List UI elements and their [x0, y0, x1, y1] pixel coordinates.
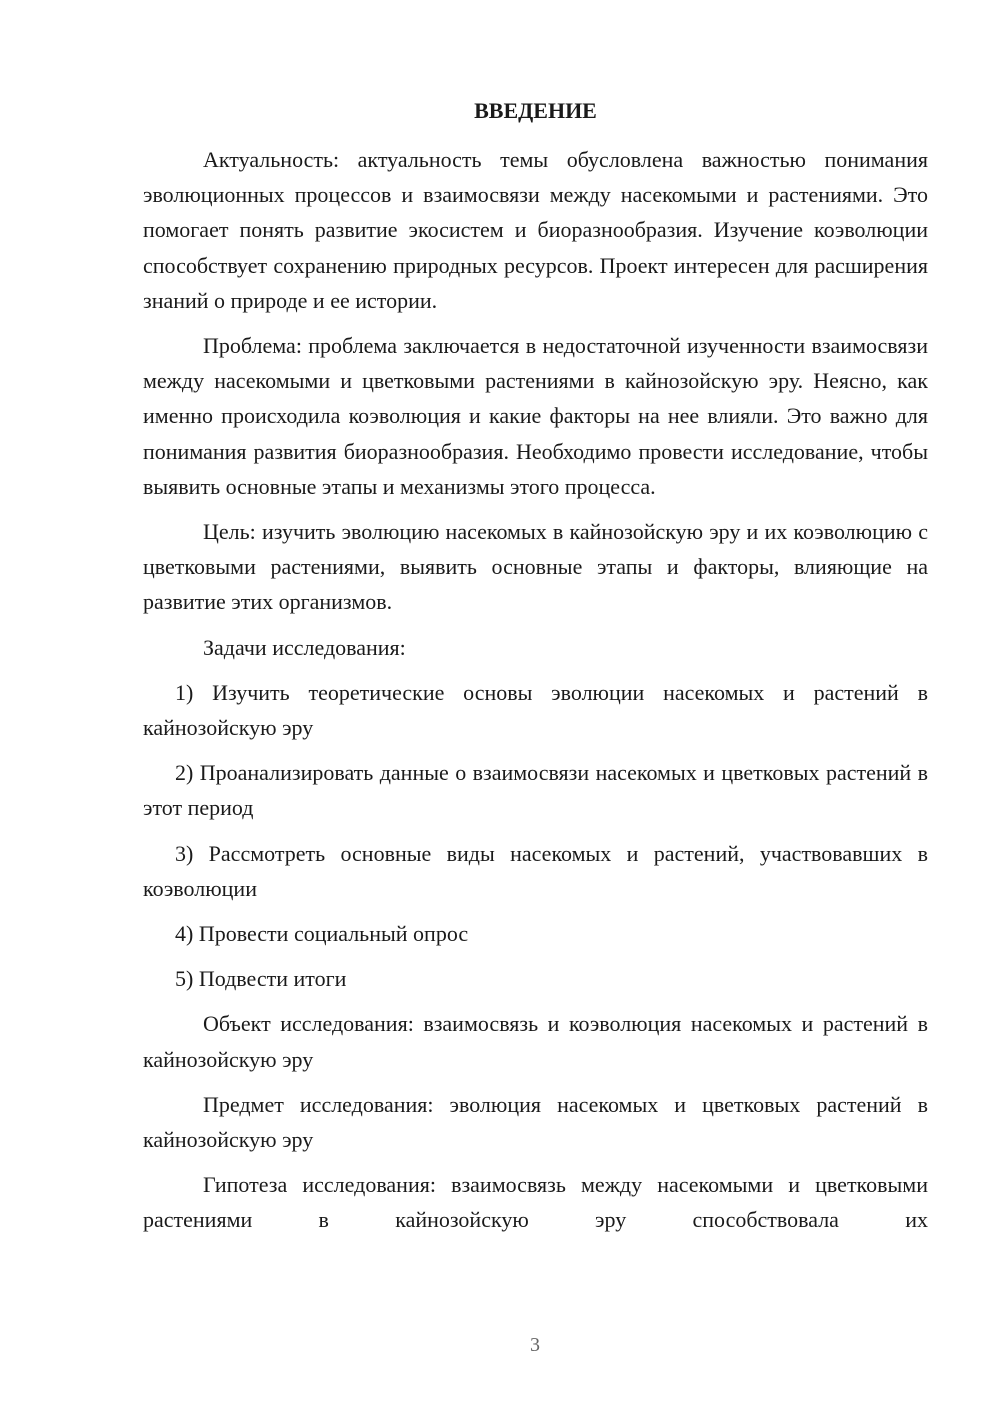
paragraph-object: Объект исследования: взаимосвязь и коэволюция насекомых и растений в кайнозойскую эру: [143, 1011, 928, 1072]
page-number: 3: [530, 1334, 540, 1356]
paragraph-hypothesis: Гипотеза исследования: взаимосвязь между насекомыми и цветковыми растениями в кайнозойскую эру способствовала их: [143, 1172, 928, 1233]
section-title: ВВЕДЕНИЕ: [474, 98, 597, 123]
paragraph-subject: Предмет исследования: эволюция насекомых и цветковых растений в кайнозойскую эру: [143, 1091, 928, 1153]
document-body: [143, 142, 928, 1248]
paragraph-relevance: Актуальность: актуальность темы обусловлена важностью понимания эволюционных процессов и взаимосвязи между насекомыми и растениями. Это помогает понять развитие экосистем и биоразнообразия. Изучение коэволюции способствует сохранению природных ресурсов. Проект интересен для расширения знаний о природе и ее истории.: [143, 147, 928, 313]
paragraph-problem: Проблема: проблема заключается в недостаточной изученности взаимосвязи между насекомыми и цветковыми растениями в кайнозойскую эру. Неясно, как именно происходила коэволюция и какие факторы на нее влияли. Это важно для понимания развития биоразнообразия. Необходимо провести исследование, чтобы выявить основные этапы и механизмы этого процесса.: [143, 333, 928, 499]
task-item-5: 5) Подвести итоги: [175, 966, 347, 992]
task-item-1: 1) Изучить теоретические основы эволюции насекомых и растений в кайнозойскую эру: [143, 679, 928, 741]
paragraph-goal: Цель: изучить эволюцию насекомых в кайнозойскую эру и их коэволюцию с цветковыми растениями, выявить основные этапы и факторы, влияющие на развитие этих организмов.: [143, 519, 928, 615]
task-item-3: 3) Рассмотреть основные виды насекомых и растений, участвовавших в коэволюции: [143, 840, 928, 901]
paragraph-tasks-heading: Задачи исследования:: [203, 634, 406, 660]
task-item-2: 2) Проанализировать данные о взаимосвязи насекомых и цветковых растений в этот период: [143, 760, 928, 821]
task-item-4: 4) Провести социальный опрос: [175, 921, 469, 947]
